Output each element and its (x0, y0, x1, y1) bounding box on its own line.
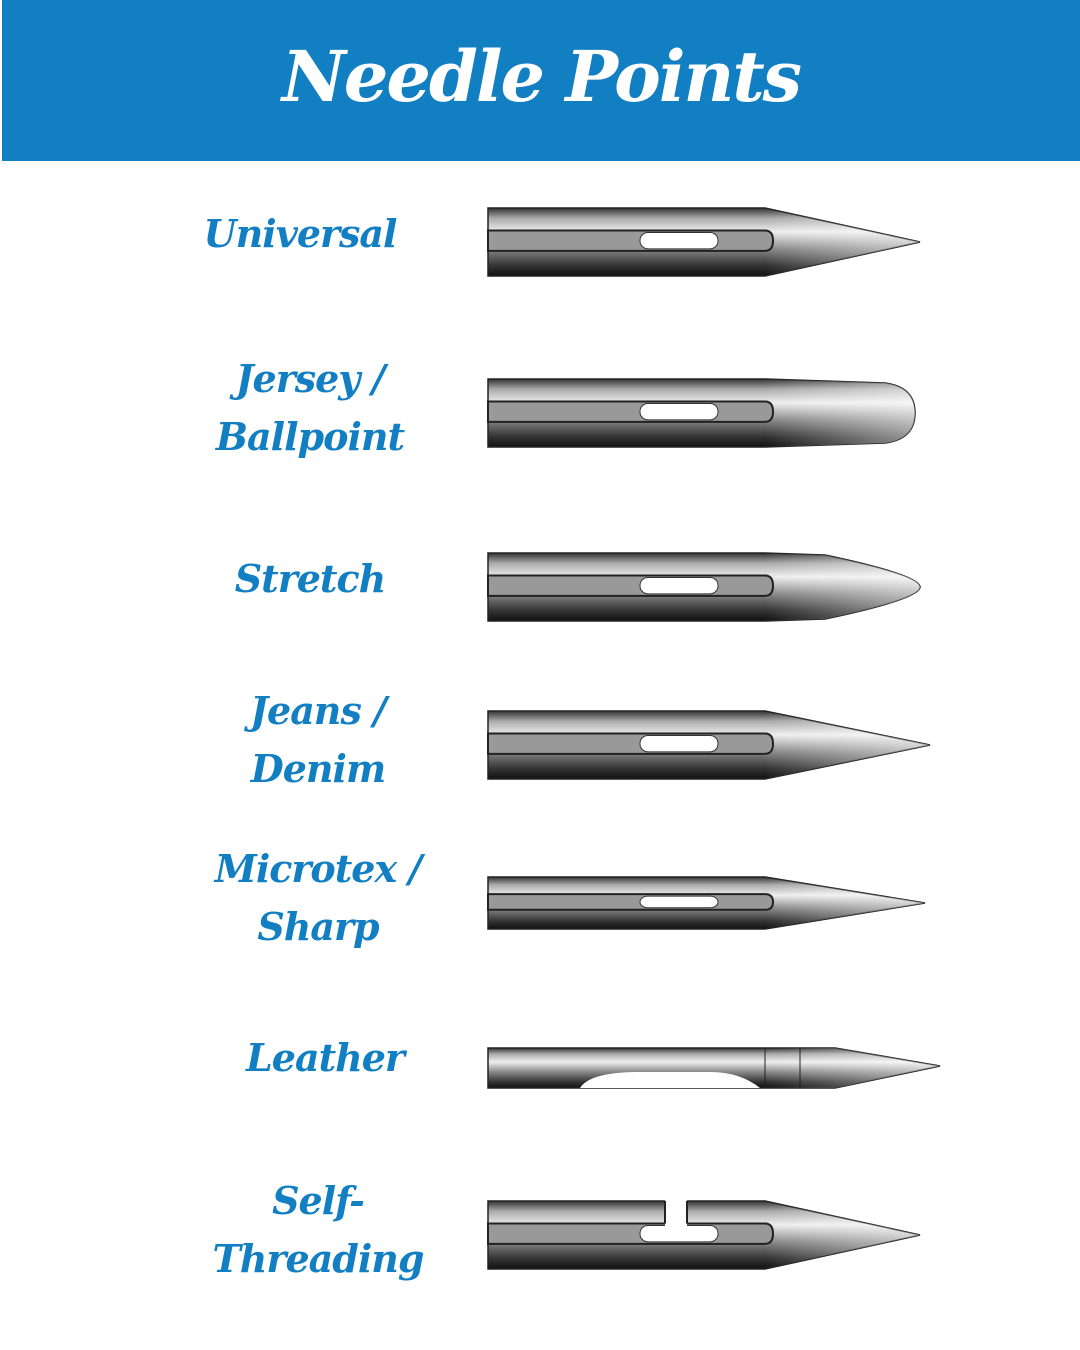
needle-groove (488, 733, 773, 753)
needle-eye (640, 232, 718, 248)
needle-eye (640, 577, 718, 593)
needle-label: Microtex / Sharp (214, 846, 422, 949)
needle-rounded-point-illustration (480, 547, 950, 631)
needle-groove (488, 1223, 773, 1243)
needle-sharp-point-illustration (480, 705, 950, 789)
needle-cutting-point-illustration (480, 1026, 950, 1110)
needle-label: Stretch (234, 556, 386, 601)
header-banner (2, 0, 1080, 161)
needle-label: Self- Threading (212, 1178, 424, 1281)
needle-groove (488, 894, 773, 910)
needle-label: Leather (246, 1035, 404, 1080)
needle-groove (488, 230, 773, 250)
needle-label: Universal (203, 211, 397, 256)
needle-medium-point-illustration (480, 202, 950, 286)
page-title: Needle Points (281, 35, 801, 118)
needle-slim-sharp-point-illustration (480, 863, 950, 947)
needle-eye (640, 896, 718, 908)
needle-eye (640, 735, 718, 751)
needle-slotted-eye-illustration (480, 1195, 950, 1279)
needle-groove (488, 401, 773, 421)
needle-eye (640, 403, 718, 419)
needle-groove (488, 575, 773, 595)
needle-label: Jersey / Ballpoint (215, 356, 405, 459)
needle-label: Jeans / Denim (250, 688, 386, 791)
needle-eye (640, 1225, 718, 1241)
needle-ball-point-illustration (480, 373, 950, 457)
